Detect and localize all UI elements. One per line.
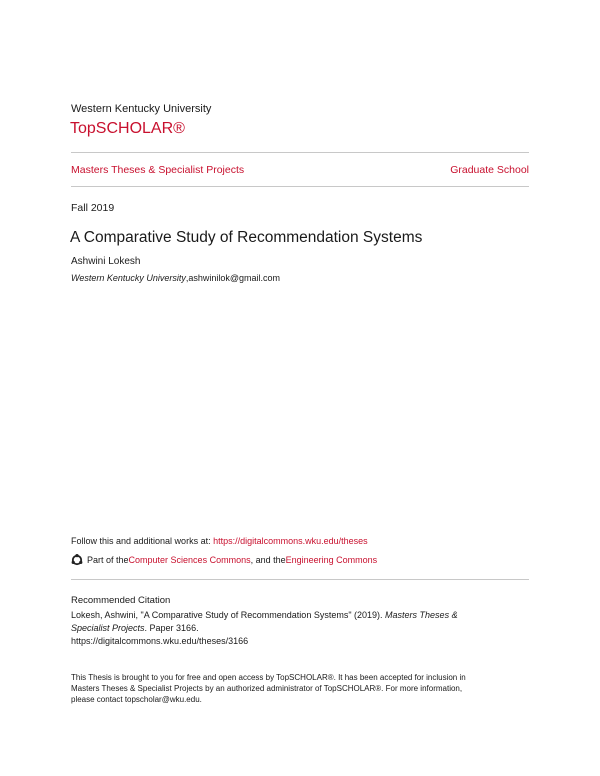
publication-date: Fall 2019 bbox=[71, 202, 115, 214]
citation-text: Lokesh, Ashwini, "A Comparative Study of Recommendation Systems" (2019). bbox=[71, 610, 386, 620]
collection-link[interactable]: Masters Theses & Specialist Projects bbox=[71, 164, 245, 176]
institution-name: Western Kentucky University bbox=[71, 103, 212, 115]
follow-line bbox=[71, 536, 368, 546]
author-affiliation-line bbox=[71, 273, 280, 283]
part-of-prefix: Part of the bbox=[87, 555, 129, 565]
engineering-commons-link[interactable]: Engineering Commons bbox=[285, 555, 378, 565]
citation-line-1 bbox=[71, 609, 541, 622]
top-divider bbox=[71, 152, 529, 153]
citation-series-end: Specialist Projects bbox=[71, 623, 145, 633]
computer-sciences-commons-link[interactable]: Computer Sciences Commons bbox=[128, 555, 251, 565]
follow-link[interactable]: https://digitalcommons.wku.edu/theses bbox=[213, 536, 368, 546]
author-email: ,ashwinilok@gmail.com bbox=[185, 273, 281, 283]
citation-paper: . Paper 3166. bbox=[144, 623, 199, 633]
document-title: A Comparative Study of Recommendation Systems bbox=[70, 229, 423, 246]
part-of-middle: , and the bbox=[250, 555, 286, 565]
citation-series-start: Masters Theses & bbox=[385, 610, 458, 620]
notice-line-2: Masters Theses & Specialist Projects by an authorized administrator of TopSCHOLAR®. For more information, bbox=[71, 684, 463, 693]
author-name: Ashwini Lokesh bbox=[71, 256, 141, 267]
repository-name[interactable]: TopSCHOLAR® bbox=[70, 120, 185, 137]
follow-text: Follow this and additional works at: bbox=[71, 536, 214, 546]
citation-divider bbox=[71, 579, 529, 580]
citation-body bbox=[71, 609, 541, 648]
part-of-line bbox=[71, 554, 377, 566]
citation-line-2 bbox=[71, 622, 541, 635]
notice-line-3: please contact topscholar@wku.edu. bbox=[71, 695, 202, 704]
citation-heading: Recommended Citation bbox=[71, 595, 171, 606]
nav-divider bbox=[71, 186, 529, 187]
citation-url: https://digitalcommons.wku.edu/theses/3166 bbox=[71, 636, 249, 646]
commons-network-icon bbox=[71, 554, 83, 566]
access-notice bbox=[71, 672, 541, 705]
school-link[interactable]: Graduate School bbox=[450, 164, 529, 176]
author-affiliation: Western Kentucky University bbox=[71, 273, 186, 283]
notice-line-1: This Thesis is brought to you for free and open access by TopSCHOLAR®. It has been accepted for inclusion in bbox=[71, 673, 466, 682]
